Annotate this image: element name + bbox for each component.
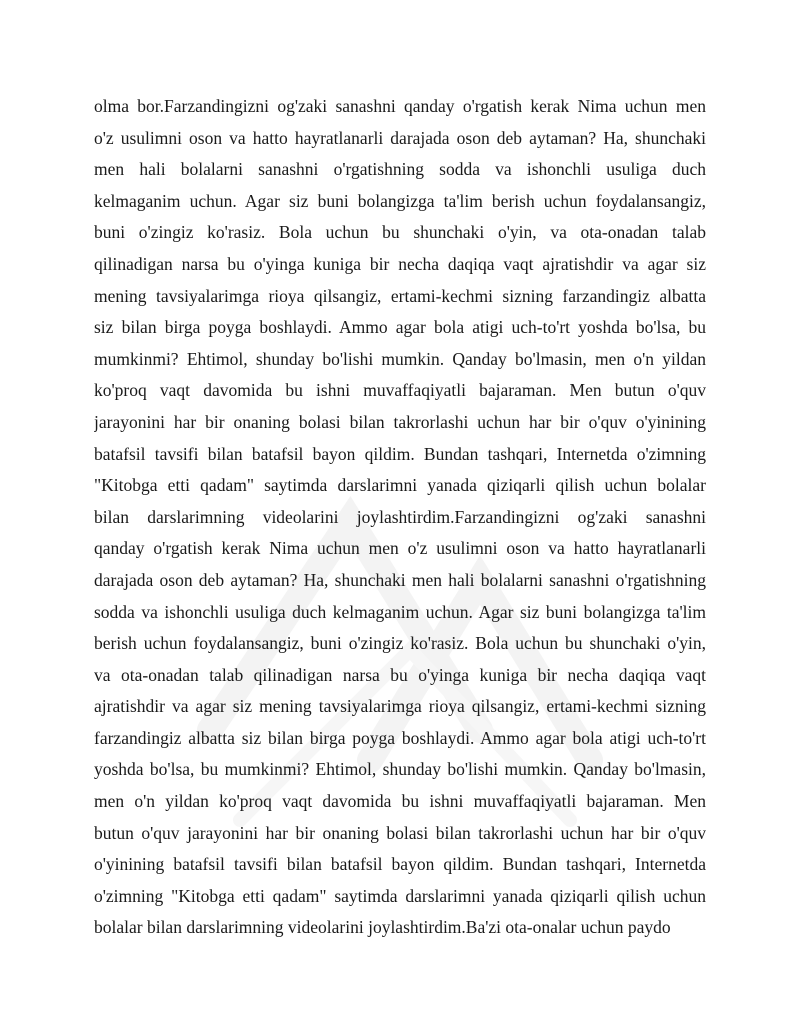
text-line: olma bor.Farzandingizni og'zaki sanashni qanday o'rgatish kerak Nima uchun men (94, 96, 706, 116)
text-line: "Kitobga etti qadam" saytimda darslarimni yanada qiziqarli qilish uchun bolalar (94, 475, 706, 496)
text-line: qanday o'rgatish kerak Nima uchun men o'z usulimni oson va hatto hayratlanarli (94, 538, 706, 559)
text-line: ko'proq vaqt davomida bu ishni muvaffaqiyatli bajaraman. Men butun o'quv (94, 380, 706, 401)
text-line: mening tavsiyalarimga rioya qilsangiz, ertami-kechmi sizning farzandingiz albatta (94, 285, 706, 306)
text-line: o'z usulimni oson va hatto hayratlanarli darajada oson deb aytaman? Ha, shunchaki (94, 127, 706, 148)
text-line: kelmaganim uchun. Agar siz buni bolangizga ta'lim berish uchun foydalansangiz, (94, 190, 706, 211)
text-line: buni o'zingiz ko'rasiz. Bola uchun bu shunchaki o'yin, va ota-onadan talab (94, 222, 706, 243)
text-line: qilinadigan narsa bu o'yinga kuniga bir necha daqiqa vaqt ajratishdir va agar siz (94, 253, 706, 274)
text-line: men hali bolalarni sanashni o'rgatishning sodda va ishonchli usuliga duch (94, 159, 706, 180)
text-line: bolalar bilan darslarimning videolarini joylashtirdim.Ba'zi ota-onalar uchun paydo (94, 917, 671, 938)
text-line: mumkinmi? Ehtimol, shunday bo'lishi mumkin. Qanday bo'lmasin, men o'n yildan (94, 348, 706, 369)
text-line: darajada oson deb aytaman? Ha, shunchaki men hali bolalarni sanashni o'rgatishning (94, 569, 706, 590)
text-line: va ota-onadan talab qilinadigan narsa bu o'yinga kuniga bir necha daqiqa vaqt (94, 664, 706, 685)
text-line: batafsil tavsifi bilan batafsil bayon qildim. Bundan tashqari, Internetda o'zimning (94, 443, 706, 464)
text-line: o'yinining batafsil tavsifi bilan batafsil bayon qildim. Bundan tashqari, Internetda (94, 854, 706, 875)
text-line: yoshda bo'lsa, bu mumkinmi? Ehtimol, shunday bo'lishi mumkin. Qanday bo'lmasin, (94, 759, 706, 780)
text-line: berish uchun foydalansangiz, buni o'zingiz ko'rasiz. Bola uchun bu shunchaki o'yin, (94, 633, 706, 654)
text-line: sodda va ishonchli usuliga duch kelmaganim uchun. Agar siz buni bolangizga ta'lim (94, 601, 706, 622)
text-line: men o'n yildan ko'proq vaqt davomida bu ishni muvaffaqiyatli bajaraman. Men (94, 791, 706, 812)
body-text (94, 91, 706, 944)
text-line: ajratishdir va agar siz mening tavsiyalarimga rioya qilsangiz, ertami-kechmi sizning (94, 696, 706, 717)
text-line: farzandingiz albatta siz bilan birga poyga boshlaydi. Ammo agar bola atigi uch-to'rt (94, 727, 706, 748)
text-line: butun o'quv jarayonini har bir onaning bolasi bilan takrorlashi uchun har bir o'quv (94, 822, 706, 843)
text-line: jarayonini har bir onaning bolasi bilan takrorlashi uchun har bir o'quv o'yinining (94, 411, 706, 432)
text-line: siz bilan birga poyga boshlaydi. Ammo agar bola atigi uch-to'rt yoshda bo'lsa, bu (94, 317, 706, 338)
text-line: o'zimning "Kitobga etti qadam" saytimda darslarimni yanada qiziqarli qilish uchun (94, 885, 706, 906)
text-line: bilan darslarimning videolarini joylashtirdim.Farzandingizni og'zaki sanashni (94, 506, 706, 527)
